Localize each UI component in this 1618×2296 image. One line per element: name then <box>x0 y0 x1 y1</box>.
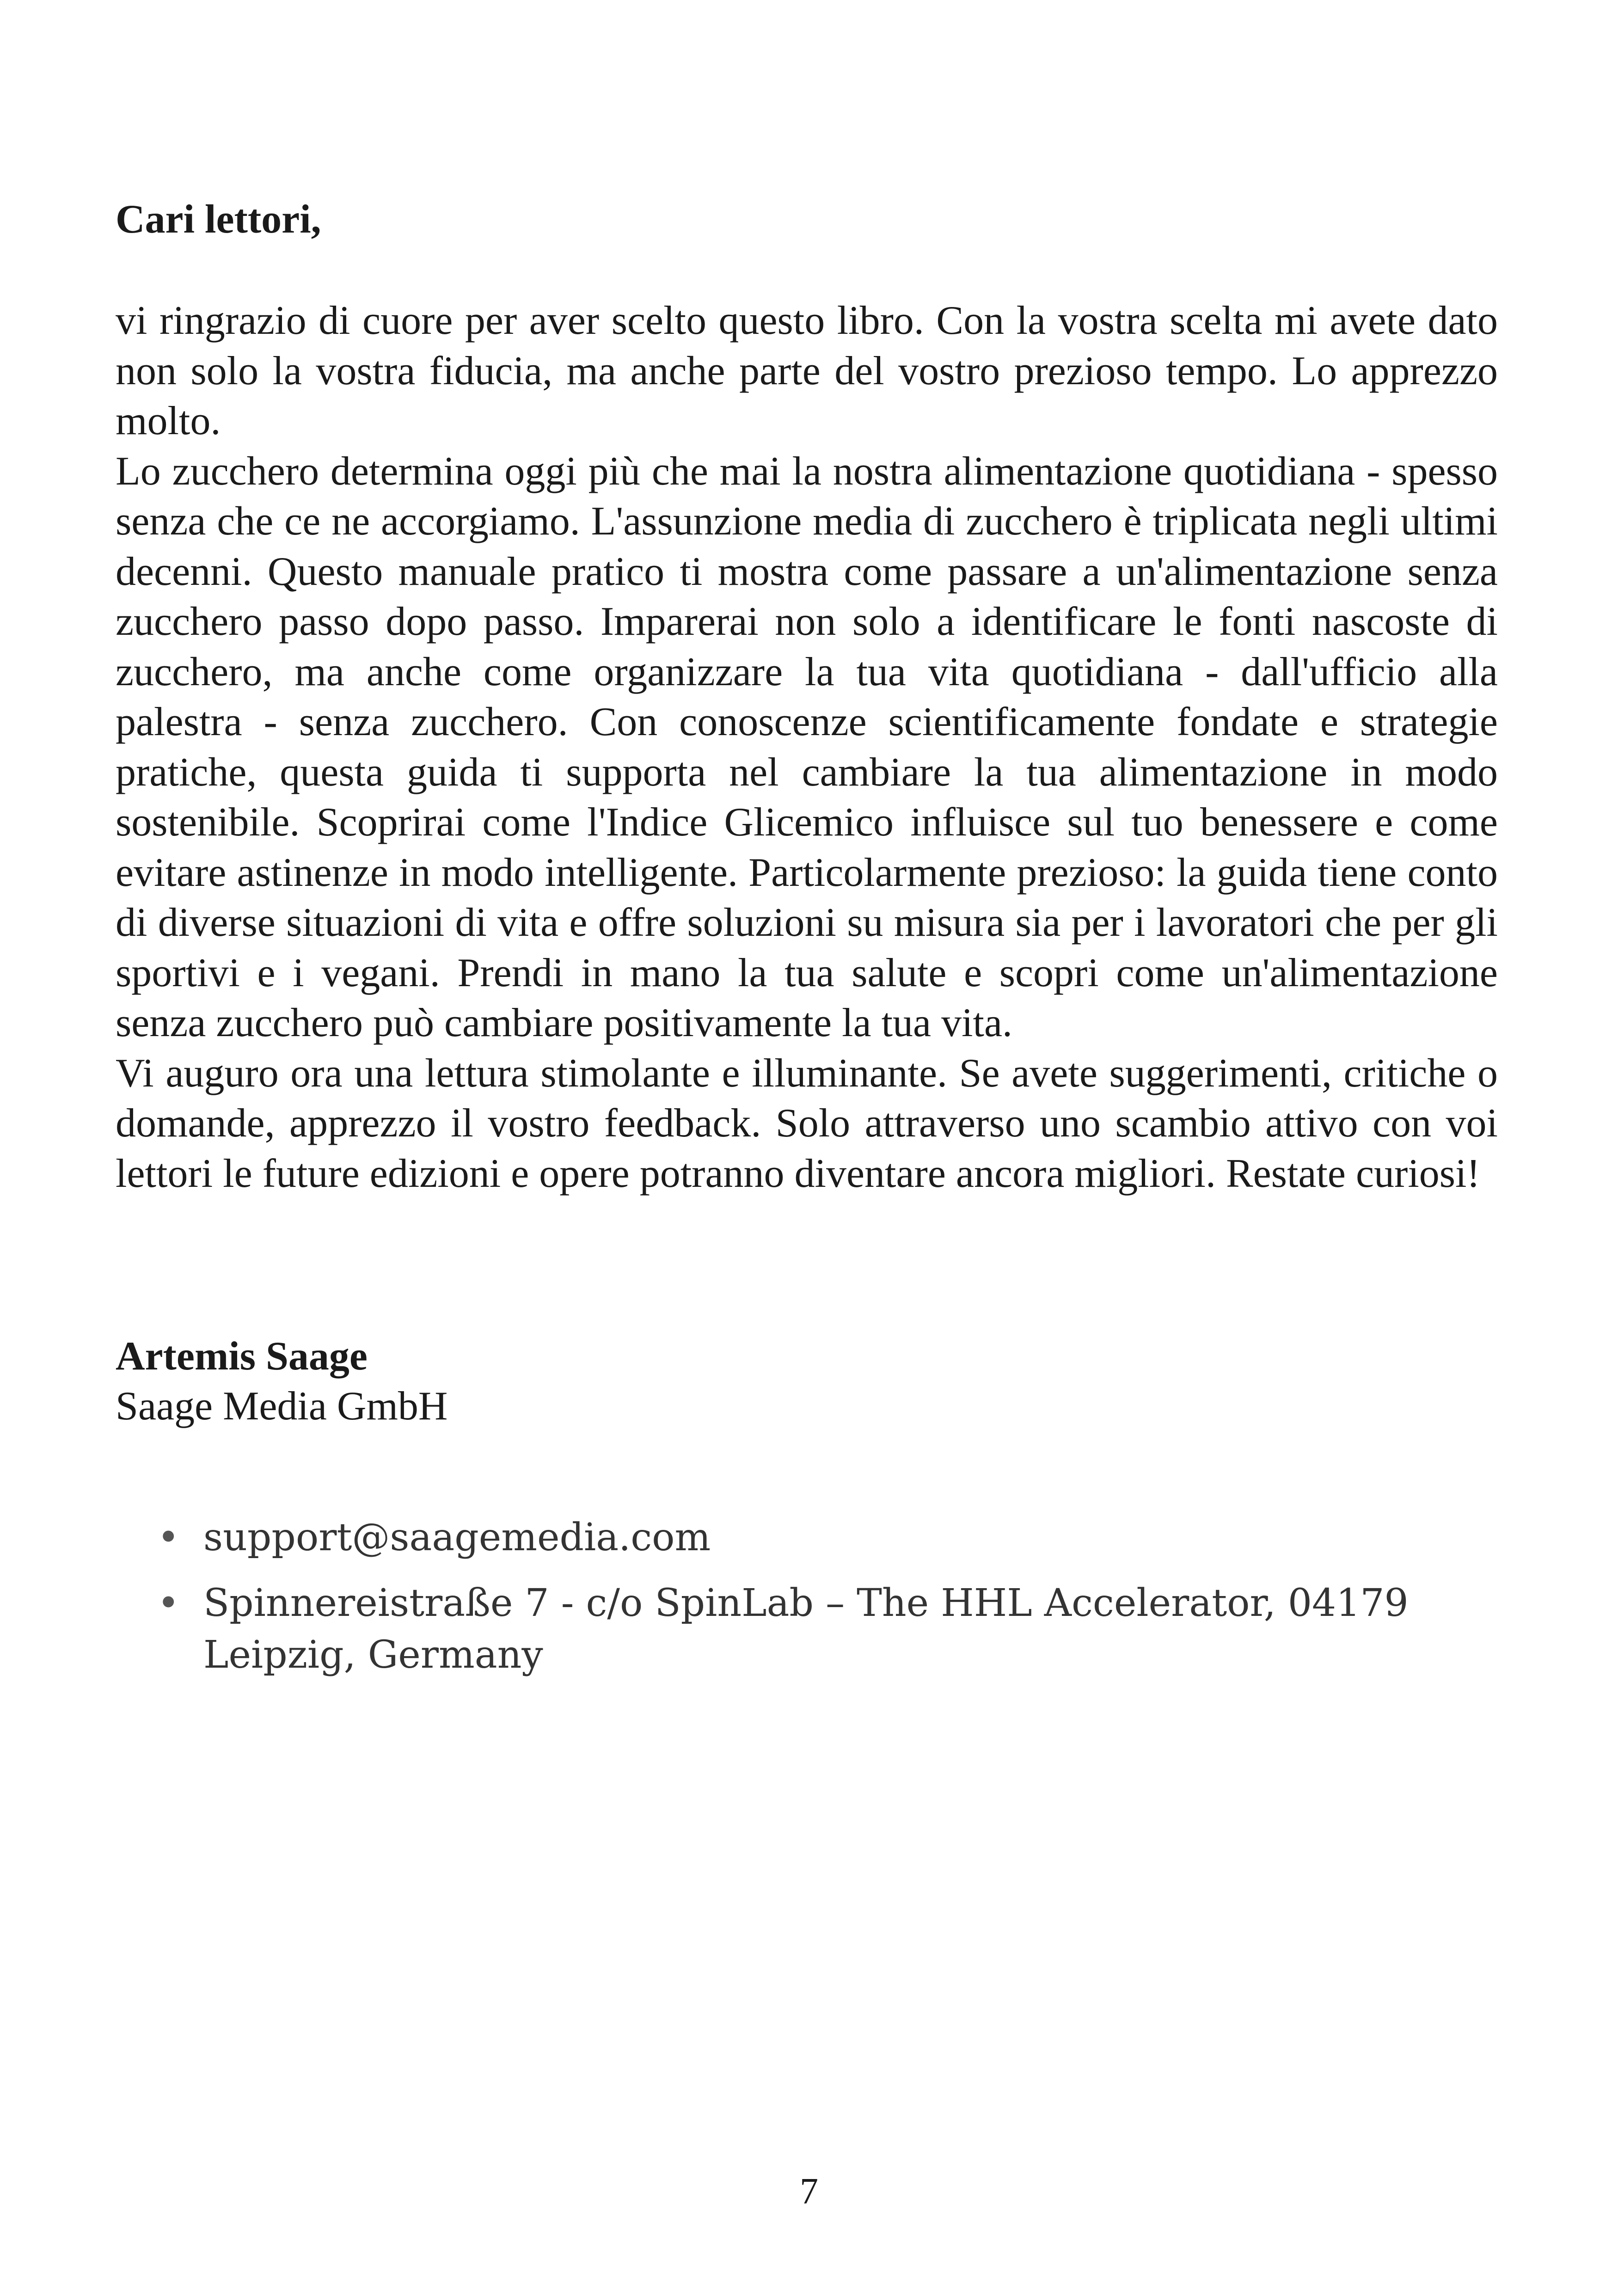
company-name: Saage Media GmbH <box>116 1384 448 1429</box>
letter-greeting: Cari lettori, <box>116 197 321 242</box>
bullet-icon: • <box>157 1581 180 1625</box>
letter-body <box>116 296 1498 1199</box>
letter-paragraph: vi ringrazio di cuore per aver scelto questo libro. Con la vostra scelta mi avete dato non solo la vostra fiducia, ma anche parte del vostro prezioso tempo. Lo apprezzo molto. <box>116 298 1498 443</box>
bullet-icon: • <box>157 1516 180 1559</box>
contact-address: Spinnereistraße 7 - c/o SpinLab – The HHL Accelerator, 04179 Leipzig, Germany <box>203 1581 1409 1677</box>
contact-item-email <box>157 1512 1498 1564</box>
contact-list <box>157 1512 1498 1695</box>
contact-item-address <box>157 1578 1498 1681</box>
letter-paragraph: Lo zucchero determina oggi più che mai la nostra alimentazione quotidiana - spesso senza che ce ne accorgiamo. L'assunzione media di zucchero è triplicata negli ultimi decenni. Questo manuale pratico ti mostra come passare a un'alimentazione senza zucchero passo dopo passo. Imparerai non solo a identificare le fonti nascoste di zucchero, ma anche come organizzare la tua vita quotidiana - dall'ufficio alla palestra - senza zucchero. Con conoscenze scientificamente fondate e strategie pratiche, questa guida ti supporta nel cambiare la tua alimentazione in modo sostenibile. Scoprirai come l'Indice Glicemico influisce sul tuo benessere e come evitare astinenze in modo intelligente. Particolarmente prezioso: la guida tiene conto di diverse situazioni di vita e offre soluzioni su misura sia per i lavoratori che per gli sportivi e i vegani. Prendi in mano la tua salute e scopri come un'alimentazione senza zucchero può cambiare positivamente la tua vita. <box>116 448 1498 1045</box>
letter-paragraph: Vi auguro ora una lettura stimolante e illuminante. Se avete suggerimenti, critiche o domande, apprezzo il vostro feedback. Solo attraverso uno scambio attivo con voi lettori le future edizioni e opere potranno diventare ancora migliori. Restate curiosi! <box>116 1050 1498 1196</box>
page-number: 7 <box>800 2171 818 2212</box>
contact-email: support@saagemedia.com <box>203 1516 711 1559</box>
author-name: Artemis Saage <box>116 1334 368 1379</box>
signature-block <box>116 1332 447 1431</box>
